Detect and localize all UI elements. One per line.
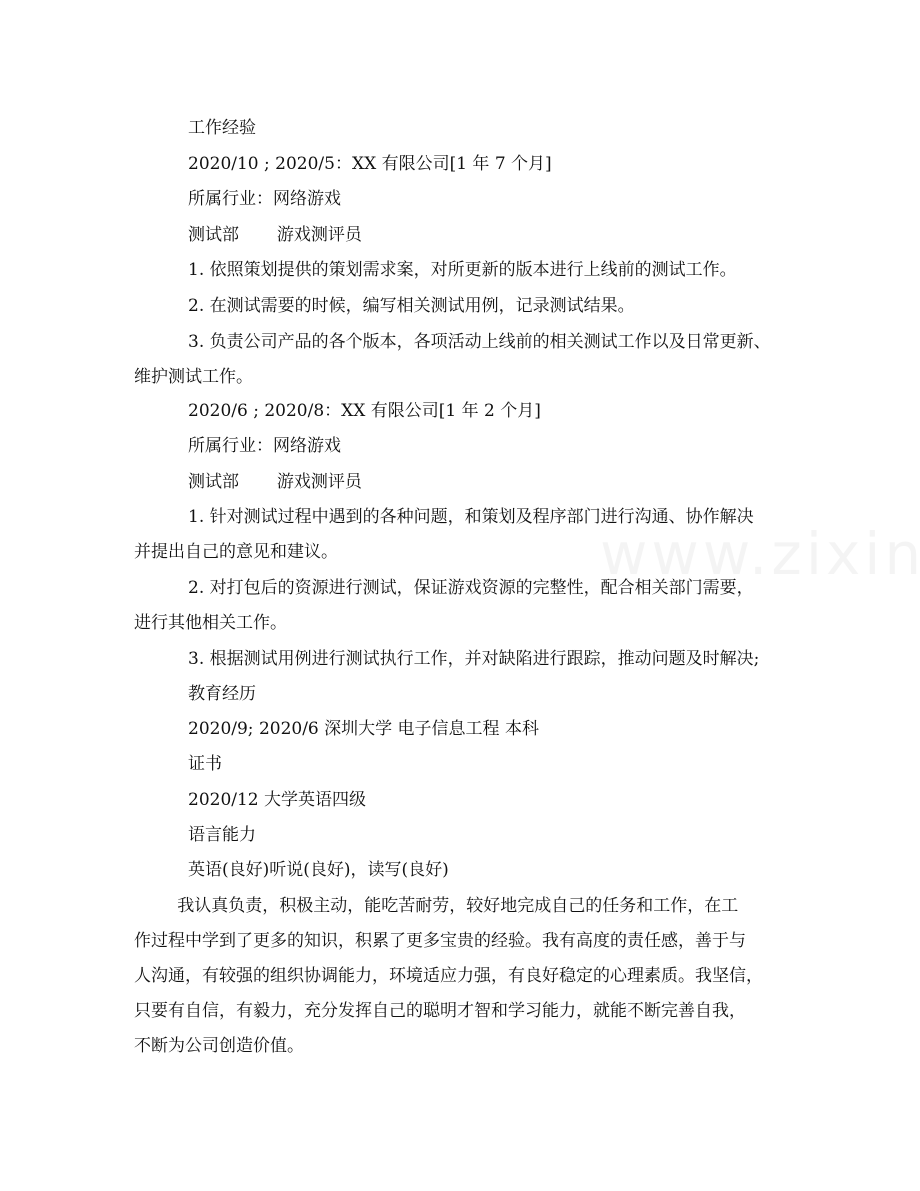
self-evaluation-line: 作过程中学到了更多的知识，积累了更多宝贵的经验。我有高度的责任感，善于与: [134, 931, 746, 951]
certificates-heading: 证书: [188, 754, 222, 774]
job-1-dept-role: 测试部 游戏测评员: [188, 225, 362, 245]
certificates-entry: 2020/12 大学英语四级: [188, 790, 367, 810]
self-evaluation-line: 人沟通，有较强的组织协调能力，环境适应力强，有良好稳定的心理素质。我坚信，: [134, 966, 763, 986]
job-1-period: 2020/10 ; 2020/5：XX 有限公司[1 年 7 个月]: [188, 154, 552, 174]
self-evaluation-line: 我认真负责，积极主动，能吃苦耐劳，较好地完成自己的任务和工作，在工: [134, 896, 739, 916]
job-2-period: 2020/6 ; 2020/8：XX 有限公司[1 年 2 个月]: [188, 401, 541, 421]
education-entry: 2020/9; 2020/6 深圳大学 电子信息工程 本科: [188, 719, 539, 739]
self-evaluation-line: 只要有自信，有毅力，充分发挥自己的聪明才智和学习能力，就能不断完善自我，: [134, 1001, 746, 1021]
language-heading: 语言能力: [188, 825, 256, 845]
work-heading: 工作经验: [188, 118, 256, 138]
job-2-dept-role: 测试部 游戏测评员: [188, 472, 362, 492]
job-2-industry: 所属行业：网络游戏: [188, 436, 341, 456]
job-1-duty-3-cont: 维护测试工作。: [134, 367, 253, 387]
education-heading: 教育经历: [188, 684, 256, 704]
job-2-duty-1-cont: 并提出自己的意见和建议。: [134, 542, 338, 562]
language-entry: 英语(良好)听说(良好)，读写(良好): [188, 860, 449, 880]
job-2-duty-1: 1. 针对测试过程中遇到的各种问题，和策划及程序部门进行沟通、协作解决: [188, 507, 754, 527]
job-1-duty-1: 1. 依照策划提供的策划需求案，对所更新的版本进行上线前的测试工作。: [188, 260, 737, 280]
job-1-duty-2: 2. 在测试需要的时候，编写相关测试用例，记录测试结果。: [188, 296, 635, 316]
job-2-duty-3: 3. 根据测试用例进行测试执行工作，并对缺陷进行跟踪，推动问题及时解决;: [188, 649, 760, 669]
job-2-duty-2-cont: 进行其他相关工作。: [134, 613, 287, 633]
self-evaluation: [134, 895, 794, 1057]
job-1-duty-3: 3. 负责公司产品的各个版本，各项活动上线前的相关测试工作以及日常更新、: [188, 332, 771, 352]
job-2-duty-2: 2. 对打包后的资源进行测试，保证游戏资源的完整性，配合相关部门需要，: [188, 578, 754, 598]
self-evaluation-line: 不断为公司创造价值。: [134, 1036, 304, 1056]
job-1-industry: 所属行业：网络游戏: [188, 189, 341, 209]
